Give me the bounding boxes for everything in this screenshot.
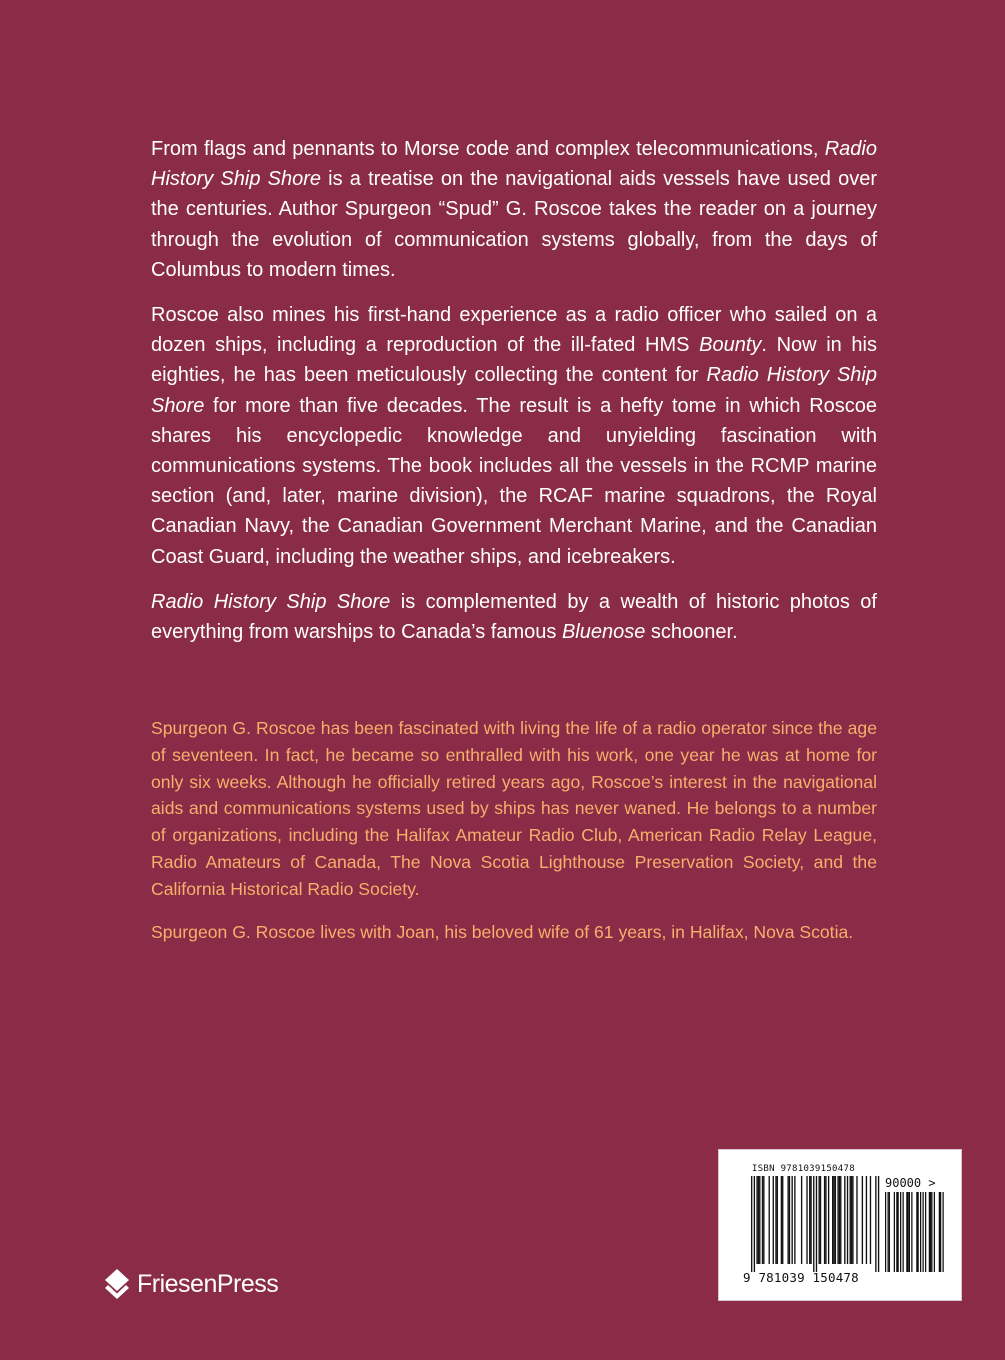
barcode-bar bbox=[931, 1192, 932, 1272]
book-title-italic: Radio History Ship Shore bbox=[151, 364, 877, 417]
barcode-bar bbox=[894, 1192, 895, 1272]
barcode-bar bbox=[911, 1192, 912, 1272]
barcode-bar bbox=[851, 1176, 852, 1264]
barcode-bar bbox=[906, 1192, 907, 1272]
ship-name-italic: Bounty bbox=[699, 334, 762, 357]
book-title-italic: Radio History Ship Shore bbox=[151, 590, 391, 613]
isbn-barcode bbox=[719, 1150, 961, 1300]
barcode-bar bbox=[844, 1176, 845, 1264]
barcode-bar bbox=[781, 1176, 782, 1264]
barcode-bar bbox=[837, 1176, 838, 1264]
barcode-bar bbox=[819, 1176, 820, 1264]
barcode-bar bbox=[925, 1192, 926, 1272]
ean13-bars bbox=[741, 1176, 881, 1272]
barcode-bar bbox=[888, 1192, 889, 1272]
description-text: is complemented by a wealth of historic photos of everything from warships to Canada’s famous bbox=[151, 590, 877, 644]
barcode-bar bbox=[816, 1176, 817, 1272]
barcode-bar bbox=[775, 1176, 776, 1264]
barcode-bar bbox=[908, 1192, 909, 1272]
barcode-bar bbox=[943, 1192, 944, 1272]
barcode-bar bbox=[862, 1176, 863, 1264]
description-text: for more than five decades. The result is a hefty tome in which Roscoe shares his encyclopedic knowledge and unyielding fascination with communications systems. The book includes all the vessels in the RCMP marine section (and, later, marine division), the RCAF marine squadrons, the Royal Canadian Navy, the Canadian Government Merchant Marine, and the Canadian Coast Guard, including the weather ships, and icebreakers. bbox=[151, 394, 877, 568]
book-description bbox=[151, 134, 877, 662]
barcode-bar bbox=[889, 1192, 890, 1272]
barcode-bar bbox=[806, 1176, 807, 1264]
barcode-bar bbox=[789, 1176, 790, 1264]
barcode-bar bbox=[939, 1192, 940, 1272]
barcode-bar bbox=[900, 1192, 901, 1272]
barcode-bar bbox=[820, 1176, 821, 1264]
description-text: schooner. bbox=[645, 621, 738, 644]
author-bio-paragraph-2: Spurgeon G. Roscoe lives with Joan, his beloved wife of 61 years, in Halifax, Nova Scotia. bbox=[151, 921, 854, 942]
barcode-bar bbox=[762, 1176, 763, 1264]
barcode-bar bbox=[898, 1192, 899, 1272]
barcode-bar bbox=[878, 1176, 879, 1272]
barcode-bar bbox=[756, 1176, 757, 1264]
barcode-bar bbox=[777, 1176, 778, 1264]
barcode-bar bbox=[832, 1176, 833, 1264]
addon-bars bbox=[885, 1192, 945, 1272]
barcode-bar bbox=[763, 1176, 764, 1264]
barcode-bar bbox=[875, 1176, 876, 1272]
barcode-bar bbox=[909, 1192, 910, 1272]
barcode-bar bbox=[835, 1176, 836, 1264]
description-text: From flags and pennants to Morse code and complex telecommunications, bbox=[151, 138, 825, 160]
description-text: Roscoe also mines his first-hand experience as a radio officer who sailed on a dozen ships, including a reproduction of the ill-fated HMS bbox=[151, 304, 877, 357]
barcode-bar bbox=[923, 1192, 924, 1272]
description-text: . Now in his eighties, he has been meticulously collecting the content for bbox=[151, 334, 877, 387]
barcode-bar bbox=[794, 1176, 795, 1264]
barcode-bar bbox=[918, 1192, 919, 1272]
price-code: 90000 > bbox=[885, 1176, 936, 1190]
barcode-bar bbox=[920, 1192, 921, 1272]
barcode-bar bbox=[870, 1176, 871, 1264]
barcode-bar bbox=[813, 1176, 814, 1272]
barcode-bar bbox=[801, 1176, 802, 1264]
barcode-bar bbox=[885, 1192, 886, 1272]
barcode-bar bbox=[792, 1176, 793, 1264]
ship-name-italic: Bluenose bbox=[561, 621, 646, 644]
isbn-digits: 9 781039 150478 bbox=[743, 1270, 859, 1285]
description-paragraph-2 bbox=[151, 300, 877, 572]
barcode-bar bbox=[850, 1176, 851, 1264]
barcode-bar bbox=[825, 1176, 826, 1264]
barcode-bar bbox=[903, 1192, 904, 1272]
barcode-bar bbox=[754, 1176, 755, 1272]
barcode-bar bbox=[810, 1176, 811, 1264]
barcode-bar bbox=[866, 1176, 867, 1264]
barcode-bar bbox=[852, 1176, 853, 1264]
publisher-logo bbox=[104, 1268, 278, 1300]
description-text: is a treatise on the navigational aids vessels have used over the centuries. Author Spurgeon “Spud” G. Roscoe takes the reader on a journey through the evolution of communication systems globally, from the days of Columbus to modern times. bbox=[151, 168, 877, 281]
barcode-bar bbox=[828, 1176, 829, 1264]
book-title-italic: Radio History Ship Shore bbox=[151, 138, 877, 191]
barcode-bar bbox=[929, 1192, 930, 1272]
barcode-bar bbox=[930, 1192, 931, 1272]
barcode-bar bbox=[758, 1176, 759, 1264]
description-paragraph-3 bbox=[151, 587, 877, 647]
barcode-bar bbox=[833, 1176, 834, 1264]
publisher-name: FriesenPress bbox=[137, 1269, 279, 1298]
barcode-bar bbox=[856, 1176, 857, 1264]
author-bio-paragraph-1: Spurgeon G. Roscoe has been fascinated with living the life of a radio operator since the age of seventeen. In fact, he became so enthralled with his work, one year he was at home for only six weeks. Although he officially retired years ago, Roscoe’s interest in the navigational aids and communications systems used by ships has never waned. He belongs to a number of organizations, including the Halifax Amateur Radio Club, American Radio Relay League, Radio Amateurs of Canada, The Nova Scotia Lighthouse Preservation Society, and the California Historical Radio Society. bbox=[151, 718, 877, 899]
barcode-bar bbox=[896, 1192, 897, 1272]
barcode-bar bbox=[847, 1176, 848, 1264]
barcode-bar bbox=[940, 1192, 941, 1272]
barcode-bar bbox=[809, 1176, 810, 1264]
barcode-bar bbox=[759, 1176, 760, 1264]
barcode-bar bbox=[769, 1176, 770, 1264]
author-bio bbox=[151, 715, 877, 961]
description-paragraph-1 bbox=[151, 134, 877, 285]
barcode-bar bbox=[840, 1176, 841, 1264]
barcode-bar bbox=[751, 1176, 752, 1272]
barcode-bar bbox=[824, 1176, 825, 1264]
barcode-bar bbox=[934, 1192, 935, 1272]
isbn-label: ISBN 9781039150478 bbox=[752, 1164, 855, 1174]
barcode-bar bbox=[839, 1176, 840, 1264]
barcode-bar bbox=[782, 1176, 783, 1264]
barcode-bar bbox=[773, 1176, 774, 1264]
friesenpress-logo-icon bbox=[104, 1268, 130, 1300]
barcode-bar bbox=[787, 1176, 788, 1264]
barcode-bar bbox=[916, 1192, 917, 1272]
